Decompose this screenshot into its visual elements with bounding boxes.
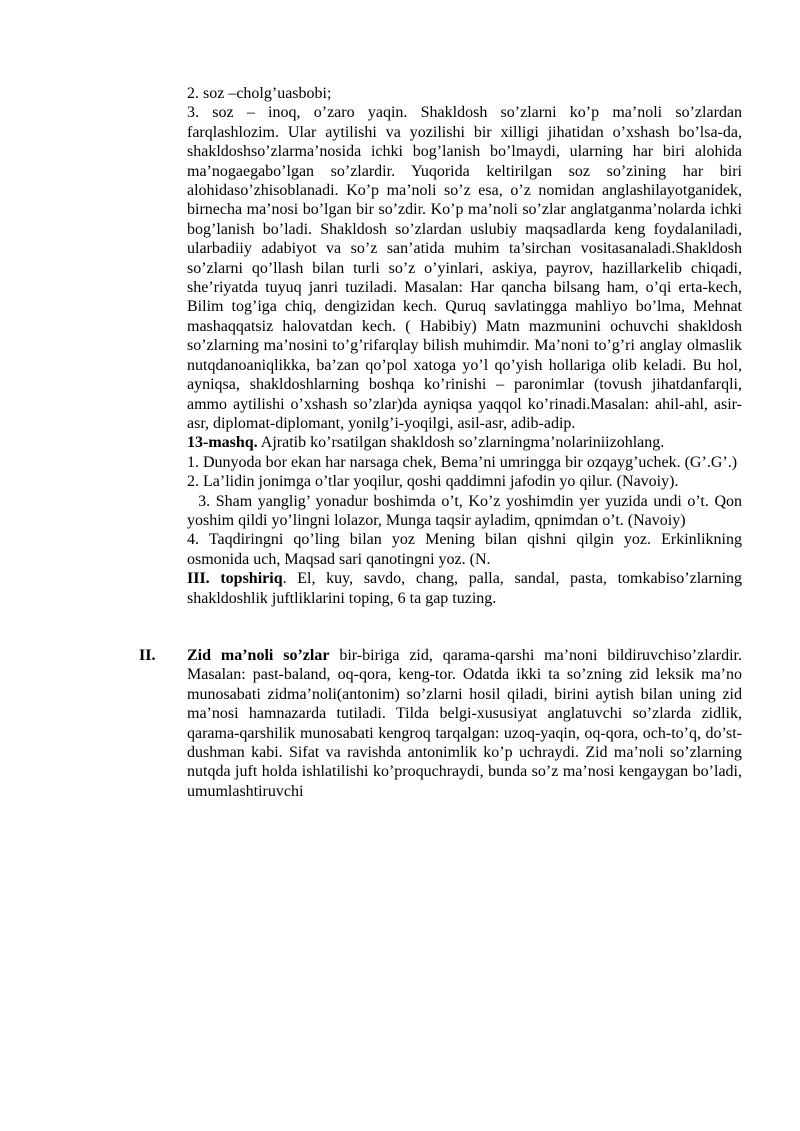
section-numeral: II. <box>139 646 156 664</box>
paragraph-soz-2: 2. soz –cholg’uasbobi; <box>187 85 332 102</box>
section-antonyms-term: Zid ma’noli so’zlar <box>187 646 330 664</box>
section-antonyms-paragraph <box>187 646 742 801</box>
exercise-item-2: 2. La’lidin jonimga o’tlar yoqilur, qoshi qaddimni jafodin yo qilur. (Navoiy). <box>187 473 679 491</box>
task-3-label: III. topshiriq <box>187 570 283 588</box>
section-spacer <box>187 608 742 646</box>
exercise-item-1: 1. Dunyoda bor ekan har narsaga chek, Bema’ni umringga bir ozqayg’uchek. (G’.G’.) <box>187 453 738 471</box>
task-3-text: . El, kuy, savdo, chang, palla, sandal, pasta, tomkabiso’zlarning shakldoshlik juftliklarini toping, 6 ta gap tuzing. <box>187 570 743 607</box>
exercise-13-heading <box>187 433 742 452</box>
paragraph-soz-3: 3. soz – inoq, o’zaro yaqin. Shakldosh so’zlarni ko’p ma’noli so’zlardan farqlashlozim. Ular aytilishi va yozilishi bir xilligi jihatidan o’xshash bo’lsa-da, shakldoshso’zlarma’nosida ichki bog’lanish bo’lmaydi, ularning har biri alohida ma’nogaegabo’lgan so’zlardir. Yuqorida keltirilgan soz so’zining har biri alohidaso’zhisoblanadi. Ko’p ma’noli so’z esa, o’z nomidan anglashilayotganidek, birnecha ma’nosi bo’lgan bir so’zdir. Ko’p ma’noli so’zlar anglatganma’nolarda ichki bog’lanish bo’ladi. Shakldosh so’zlardan uslubiy maqsadlarda keng foydalaniladi, ularbadiiy adabiyot va so’z san’atida muhim ta’sirchan vositasanaladi.Shakldosh so’zlarni qo’llash bilan turli so’z o’yinlari, askiya, payrov, hazillarkelib chiqadi, she’riyatda tuyuq janri tuziladi. Masalan: Har qancha bilsang ham, o’qi erta-kech, Bilim tog’iga chiq, dengizidan kech. Quruq savlatingga mahliyo bo’lma, Mehnat mashaqqatsiz halovatdan kech. ( Habibiy) Matn mazmunini ochuvchi shakldosh so’zlarning ma’nosini to’g’rifarqlay bilish muhimdir. Ma’noni to’g’ri anglay olmaslik nutqdanoaniqlikka, ba’zan qo’pol xatoga yo’l qo’yish hollariga olib keladi. Bu hol, ayniqsa, shakldoshlarning boshqa ko’rinishi – paronimlar (tovush jihatdanfarqli, ammo aytilishi o’xshash so’zlar)da ayniqsa yaqqol ko’rinadi.Masalan: ahil-ahl, asir-asr, diplomat-diplomant, yonilg’i-yoqilgi, asil-asr, adib-adip. <box>187 104 742 432</box>
task-3-paragraph <box>187 569 742 608</box>
exercise-item-4: 4. Taqdiringni qo’ling bilan yoz Mening bilan qishni qilgin yoz. Erkinlikning osmonida uch, Maqsad sari qanotingni yoz. (N. <box>187 531 742 568</box>
section-antonyms <box>139 646 743 801</box>
exercise-item-3: 3. Sham yanglig’ yonadur boshimda o’t, Ko’z yoshimdin yer yuzida undi o’t. Qon yoshim qildi yo’lingni lolazor, Munga taqsir ayladim, qpnimdan o’t. (Navoiy) <box>187 492 746 529</box>
page-content <box>139 84 746 801</box>
section-antonyms-text: bir-biriga zid, qarama-qarshi ma’noni bildiruvchiso’zlardir. Masalan: past-baland, oq-qora, keng-tor. Odatda ikki ta so’zning zid leksik ma’no munosabati zidma’noli(antonim) so’zlarni hosil qiladi, birini aytish bilan uning zid ma’nosi hamnazarda tutiladi. Tilda belgi-xususiyat anglatuvchi so’zlarda zidlik, qarama-qarshilik munosabati kengroq tarqalgan: uzoq-yaqin, oq-qora, och-to’q, do’st-dushman kabi. Sifat va ravishda antonimlik ko’p uchraydi. Zid ma’noli so’zlarning nutqda juft holda ishlatilishi ko’proquchraydi, bunda so’z ma’nosi kengaygan bo’ladi, umumlashtiruvchi <box>187 646 743 800</box>
exercise-13-label: 13-mashq. <box>187 434 258 452</box>
exercise-13-instruction: Ajratib ko’rsatilgan shakldosh so’zlarningma’nolariniizohlang. <box>257 434 665 452</box>
